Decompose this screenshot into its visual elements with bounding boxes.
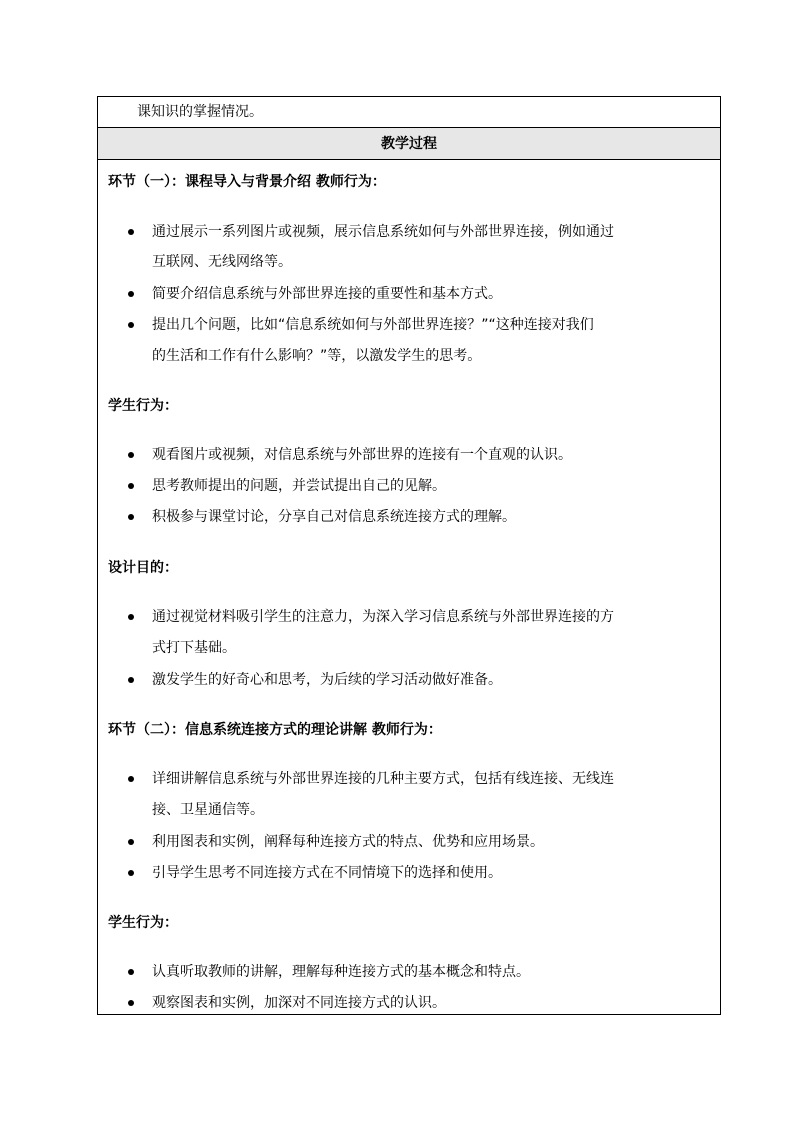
lesson-table [97, 96, 721, 1015]
list-item: 通过视觉材料吸引学生的注意力，为深入学习信息系统与外部世界连接的方 [152, 609, 614, 625]
teaching-process-header: 教学过程 [98, 128, 720, 160]
bullet-icon [128, 969, 134, 975]
design-purpose-title: 设计目的： [108, 560, 178, 576]
bullet-icon [128, 514, 134, 520]
list-item: 提出几个问题，比如“信息系统如何与外部世界连接？”“这种连接对我们 [152, 317, 594, 333]
bullet-icon [128, 483, 134, 489]
list-item: 思考教师提出的问题，并尝试提出自己的见解。 [152, 478, 446, 494]
list-item-continued: 式打下基础。 [152, 640, 236, 656]
list-item-continued: 接、卫星通信等。 [152, 802, 264, 818]
list-item-continued: 互联网、无线网络等。 [152, 254, 292, 270]
list-item: 详细讲解信息系统与外部世界连接的几种主要方式，包括有线连接、无线连 [152, 771, 614, 787]
section2-title: 环节（二）：信息系统连接方式的理论讲解 教师行为： [108, 722, 442, 738]
bullet-icon [128, 870, 134, 876]
section1-title: 环节（一）：课程导入与背景介绍 教师行为： [108, 174, 386, 190]
bullet-icon [128, 677, 134, 683]
list-item: 通过展示一系列图片或视频，展示信息系统如何与外部世界连接，例如通过 [152, 224, 614, 240]
list-item: 激发学生的好奇心和思考，为后续的学习活动做好准备。 [152, 672, 502, 688]
bullet-icon [128, 776, 134, 782]
bullet-icon [128, 322, 134, 328]
bullet-icon [128, 839, 134, 845]
list-item-continued: 的生活和工作有什么影响？”等，以激发学生的思考。 [152, 348, 482, 364]
bullet-icon [128, 1000, 134, 1006]
list-item: 利用图表和实例，阐释每种连接方式的特点、优势和应用场景。 [152, 834, 544, 850]
intro-text: 课知识的掌握情况。 [137, 104, 263, 120]
list-item: 简要介绍信息系统与外部世界连接的重要性和基本方式。 [152, 286, 502, 302]
list-item: 引导学生思考不同连接方式在不同情境下的选择和使用。 [152, 865, 502, 881]
bullet-icon [128, 614, 134, 620]
intro-row [98, 97, 720, 128]
bullet-icon [128, 452, 134, 458]
list-item: 观看图片或视频，对信息系统与外部世界的连接有一个直观的认识。 [152, 447, 572, 463]
list-item: 观察图表和实例，加深对不同连接方式的认识。 [152, 995, 446, 1011]
content-cell [98, 160, 720, 1014]
bullet-icon [128, 229, 134, 235]
list-item: 认真听取教师的讲解，理解每种连接方式的基本概念和特点。 [152, 964, 530, 980]
bullet-icon [128, 291, 134, 297]
student-behavior-title: 学生行为： [108, 915, 178, 931]
list-item: 积极参与课堂讨论，分享自己对信息系统连接方式的理解。 [152, 509, 516, 525]
student-behavior-title: 学生行为： [108, 398, 178, 414]
